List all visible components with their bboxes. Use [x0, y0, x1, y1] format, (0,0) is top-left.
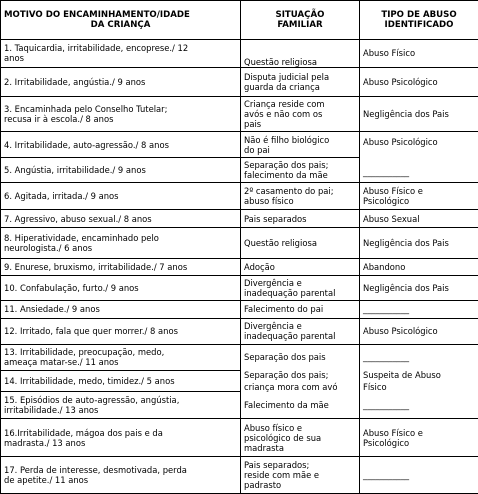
motivo-cell: 17. Perda de interesse, desmotivada, perda de apetite./ 11 anos [1, 457, 241, 494]
table-row [1, 276, 478, 301]
motivo-cell: 6. Agitada, irritada./ 9 anos [1, 183, 241, 210]
situacao-cell: Disputa judicial pela guarda da criança [241, 67, 360, 96]
table-row [1, 418, 478, 457]
motivo-cell: 3. Encaminhada pelo Conselho Tutelar; recusa ir à escola./ 8 anos [1, 96, 241, 131]
abuso-cell: Abuso Físico [360, 39, 478, 67]
motivo-cell: 15. Episódios de auto-agressão, angústia, irritabilidade./ 13 anos [1, 391, 241, 418]
header-situacao: SITUAÇÃO FAMILIAR [241, 1, 360, 40]
motivo-cell: 9. Enurese, bruxismo, irritabilidade./ 7 anos [1, 259, 241, 276]
motivo-cell: 7. Agressivo, abuso sexual./ 8 anos [1, 210, 241, 228]
situacao-cell: Separação dos pais; falecimento da mãe [241, 158, 360, 183]
situacao-cell: Adoção [241, 259, 360, 276]
abuso-cell: Abuso Psicológico [360, 67, 478, 96]
header-motivo: MOTIVO DO ENCAMINHAMENTO/IDADE DA CRIANÇA [1, 1, 241, 40]
table-row [1, 259, 478, 276]
table-row [1, 344, 478, 370]
table-row [1, 210, 478, 228]
table-row [1, 67, 478, 96]
situacao-cell: 2º casamento do pai; abuso físico [241, 183, 360, 210]
abuso-cell: Abuso Psicológico [360, 318, 478, 344]
situacao-cell: Falecimento do pai [241, 301, 360, 319]
situacao-cell: Pais separados; reside com mãe e padrasto [241, 457, 360, 494]
table-row [1, 132, 478, 158]
table-row [1, 457, 478, 494]
abuso-cell: Negligência dos Pais [360, 276, 478, 301]
abuso-cell: Negligência dos Pais [360, 96, 478, 131]
situacao-cell: Divergência e inadequação parental [241, 318, 360, 344]
motivo-cell: 13. Irritabilidade, preocupação, medo, ameaça matar-se./ 11 anos [1, 344, 241, 370]
situacao-cell: Pais separados [241, 210, 360, 228]
abuso-cell: Abuso Psicológico ___________ [360, 132, 478, 183]
abuso-cell: ___________ Suspeita de Abuso Físico ___________ [360, 344, 478, 418]
motivo-cell: 11. Ansiedade./ 9 anos [1, 301, 241, 319]
table-row [1, 183, 478, 210]
abuso-cell: ___________ [360, 301, 478, 319]
situacao-cell: Separação dos pais Separação dos pais; criança mora com avó Falecimento da mãe [241, 344, 360, 418]
header-row [1, 1, 478, 40]
table-row [1, 318, 478, 344]
motivo-cell: 12. Irritado, fala que quer morrer./ 8 anos [1, 318, 241, 344]
motivo-cell: 4. Irritabilidade, auto-agressão./ 8 anos [1, 132, 241, 158]
motivo-cell: 10. Confabulação, furto./ 9 anos [1, 276, 241, 301]
situacao-cell: Questão religiosa [241, 39, 360, 67]
motivo-cell: 2. Irritabilidade, angústia./ 9 anos [1, 67, 241, 96]
table-row [1, 228, 478, 259]
abuso-cell: Abuso Sexual [360, 210, 478, 228]
abuso-cell: Abandono [360, 259, 478, 276]
motivo-cell: 8. Hiperatividade, encaminhado pelo neurologista./ 6 anos [1, 228, 241, 259]
motivo-cell: 16.Irritabilidade, mágoa dos pais e da madrasta./ 13 anos [1, 418, 241, 457]
abuso-cell: Abuso Físico e Psicológico [360, 183, 478, 210]
abuso-cell: ___________ [360, 457, 478, 494]
motivo-cell: 5. Angústia, irritabilidade./ 9 anos [1, 158, 241, 183]
abuso-cell: Abuso Físico e Psicológico [360, 418, 478, 457]
table-row [1, 96, 478, 131]
situacao-cell: Divergência e inadequação parental [241, 276, 360, 301]
situacao-cell: Não é filho biológico do pai [241, 132, 360, 158]
abuso-cell: Negligência dos Pais [360, 228, 478, 259]
situacao-cell: Questão religiosa [241, 228, 360, 259]
motivo-cell: 14. Irritabilidade, medo, timidez./ 5 anos [1, 370, 241, 391]
situacao-cell: Criança reside com avós e não com os pais [241, 96, 360, 131]
situacao-cell: Abuso físico e psicológico de sua madrasta [241, 418, 360, 457]
table-row [1, 301, 478, 319]
table-row [1, 39, 478, 67]
header-abuso: TIPO DE ABUSO IDENTIFICADO [360, 1, 478, 40]
motivo-cell: 1. Taquicardia, irritabilidade, encoprese./ 12 anos [1, 39, 241, 67]
